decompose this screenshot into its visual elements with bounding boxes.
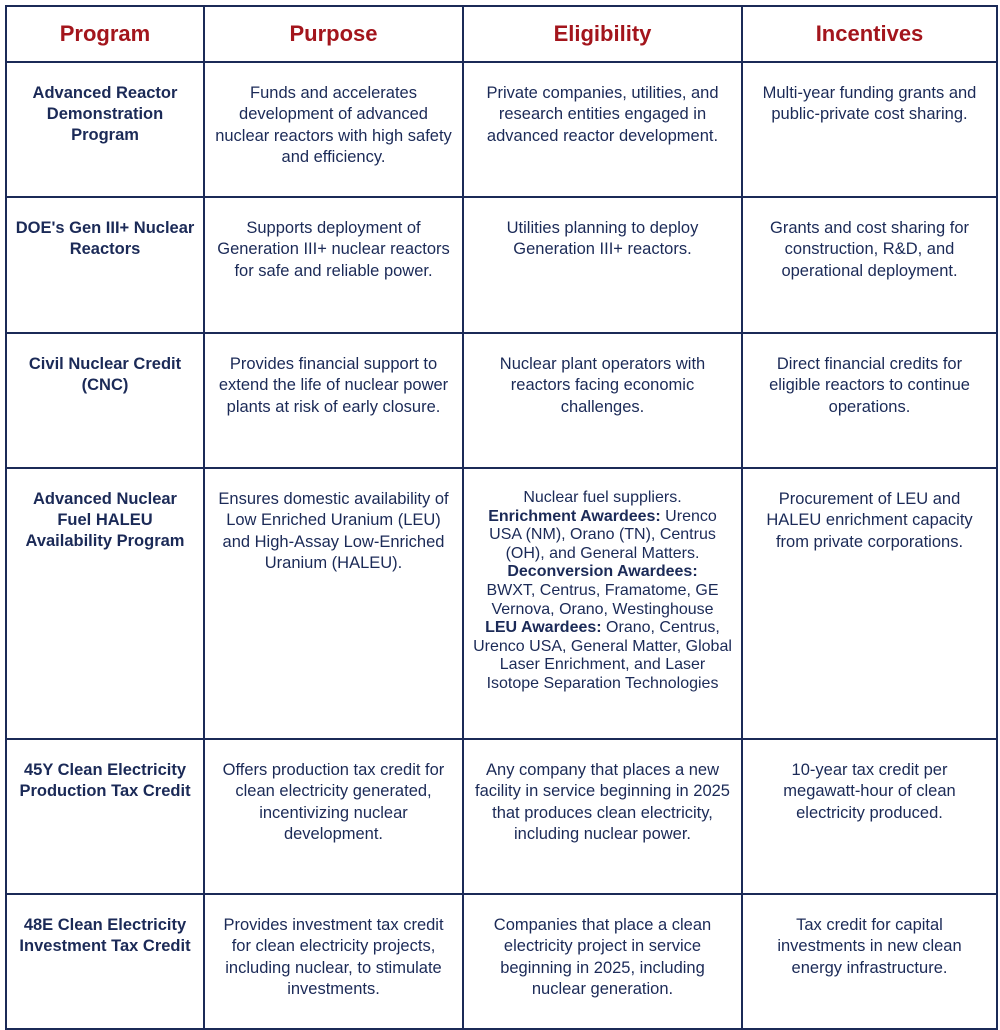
eligibility-intro: Nuclear fuel suppliers. [523,489,682,506]
incentives-cell: Multi-year funding grants and public-private cost sharing. [742,62,997,197]
incentives-cell: Grants and cost sharing for construction, R&D, and operational deployment. [742,197,997,333]
programs-table [5,5,998,1030]
table-row [6,739,997,894]
leu-awardees-label: LEU Awardees: [485,619,602,637]
program-cell: DOE's Gen III+ Nuclear Reactors [6,197,204,333]
leu-awardees-text: Orano, Centrus, Urenco USA, General Matter, Global Laser Enrichment, and Laser Isotope Separation Technologies [473,619,732,692]
incentives-cell: Direct financial credits for eligible reactors to continue operations. [742,333,997,468]
header-row [6,6,997,62]
table-row [6,894,997,1029]
purpose-cell: Funds and accelerates development of advanced nuclear reactors with high safety and efficiency. [204,62,463,197]
purpose-cell: Provides financial support to extend the life of nuclear power plants at risk of early closure. [204,333,463,468]
program-cell: Civil Nuclear Credit (CNC) [6,333,204,468]
table-row [6,333,997,468]
program-cell: 48E Clean Electricity Investment Tax Credit [6,894,204,1029]
purpose-cell: Offers production tax credit for clean electricity generated, incentivizing nuclear development. [204,739,463,894]
incentives-cell: Tax credit for capital investments in new clean energy infrastructure. [742,894,997,1029]
program-cell: Advanced Nuclear Fuel HALEU Availability Program [6,468,204,739]
program-cell: Advanced Reactor Demonstration Program [6,62,204,197]
eligibility-cell: Nuclear plant operators with reactors facing economic challenges. [463,333,742,468]
purpose-cell: Ensures domestic availability of Low Enriched Uranium (LEU) and High-Assay Low-Enriched Uranium (HALEU). [204,468,463,739]
header-eligibility: Eligibility [463,6,742,62]
program-cell: 45Y Clean Electricity Production Tax Credit [6,739,204,894]
incentives-cell: 10-year tax credit per megawatt-hour of clean electricity produced. [742,739,997,894]
eligibility-cell: Companies that place a clean electricity project in service beginning in 2025, including nuclear generation. [463,894,742,1029]
enrichment-awardees-text: Urenco USA (NM), Orano (TN), Centrus (OH), and General Matters. [489,507,717,562]
purpose-cell: Supports deployment of Generation III+ nuclear reactors for safe and reliable power. [204,197,463,333]
eligibility-cell: Utilities planning to deploy Generation III+ reactors. [463,197,742,333]
enrichment-awardees-label: Enrichment Awardees: [488,507,661,525]
header-program: Program [6,6,204,62]
eligibility-cell: Any company that places a new facility in service beginning in 2025 that produces clean electricity, including nuclear power. [463,739,742,894]
table-row [6,197,997,333]
deconversion-awardees-text: BWXT, Centrus, Framatome, GE Vernova, Orano, Westinghouse [486,581,719,618]
purpose-cell: Provides investment tax credit for clean electricity projects, including nuclear, to stimulate investments. [204,894,463,1029]
table-row [6,62,997,197]
header-purpose: Purpose [204,6,463,62]
eligibility-cell: Private companies, utilities, and research entities engaged in advanced reactor development. [463,62,742,197]
header-incentives: Incentives [742,6,997,62]
table-row [6,468,997,739]
eligibility-cell [463,468,742,739]
incentives-cell: Procurement of LEU and HALEU enrichment capacity from private corporations. [742,468,997,739]
deconversion-awardees-label: Deconversion Awardees: [507,563,698,581]
